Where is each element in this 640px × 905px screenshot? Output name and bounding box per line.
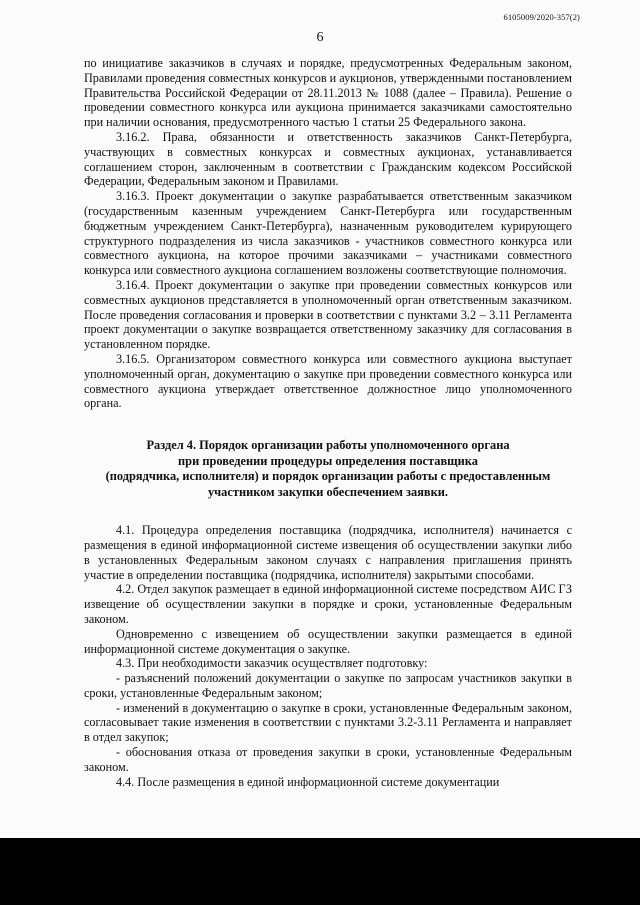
heading-line-3: (подрядчика, исполнителя) и порядок организации работы с предоставленным bbox=[105, 469, 551, 484]
document-body bbox=[84, 56, 572, 789]
heading-line-1: Раздел 4. Порядок организации работы уполномоченного органа bbox=[146, 438, 510, 453]
paragraph-4-4: 4.4. После размещения в единой информационной системе документации bbox=[116, 774, 500, 789]
paragraph-4-2-cont: Одновременно с извещением об осуществлении закупки размещается в единой информационной системе документация о закупке. bbox=[84, 626, 572, 656]
paragraph-3-16-2: 3.16.2. Права, обязанности и ответственность заказчиков Санкт-Петербурга, участвующих в совместных конкурсах и совместных аукционах, устанавливается соглашением сторон, заключенным в соответствии с Гражданским кодексом Российской Федерации, Федеральным законом и Правилами. bbox=[84, 129, 572, 189]
paragraph-continuation: по инициативе заказчиков в случаях и порядке, предусмотренных Федеральным законом, Правилами проведения совместных конкурсов и аукционов, утвержденными постановлением Правительства Российской Федерации от 28.11.2013 № 1088 (далее – Правила). Решение о проведении совместного конкурса или аукциона принимается заказчиками самостоятельно при наличии основания, предусмотренного частью 1 статьи 25 Федерального закона. bbox=[84, 56, 572, 130]
section-4-heading bbox=[84, 438, 572, 500]
paragraph-4-3: 4.3. При необходимости заказчик осуществляет подготовку: bbox=[116, 656, 428, 671]
list-item-refusal: - обоснования отказа от проведения закупки в сроки, установленные Федеральным законом. bbox=[84, 745, 572, 774]
paragraph-4-1: 4.1. Процедура определения поставщика (подрядчика, исполнителя) начинается с размещения в единой информационной системе извещения об осуществлении закупки либо в установленных Федеральным законом случаях с направления приглашения принять участие в определении поставщика (подрядчика, исполнителя) закрытыми способами. bbox=[84, 523, 572, 582]
paragraph-4-2: 4.2. Отдел закупок размещает в единой информационной системе посредством АИС ГЗ извещение об осуществлении закупки в порядке и сроки, установленные Федеральным законом. bbox=[84, 582, 572, 626]
document-reference-number: 6105009/2020-357(2) bbox=[503, 12, 580, 22]
paragraph-3-16-4: 3.16.4. Проект документации о закупке при проведении совместных конкурсов или совместных аукционов представляется в уполномоченный орган ответственным заказчиком. После проведения согласования и проверки в соответствии с пунктами 3.2 – 3.11 Регламента проект документации о закупке возвращается ответственному заказчику для согласования в установленном порядке. bbox=[84, 277, 572, 352]
list-item-amendments: - изменений в документацию о закупке в сроки, установленные Федеральным законом, согласовывает такие изменения в соответствии с пунктами 3.2-3.11 Регламента и направляет в отдел закупок; bbox=[84, 700, 572, 745]
heading-line-2: при проведении процедуры определения поставщика bbox=[178, 453, 478, 468]
list-item-clarifications: - разъяснений положений документации о закупке по запросам участников закупки в сроки, установленные Федеральным законом; bbox=[84, 671, 572, 700]
heading-line-4: участником закупки обеспечением заявки. bbox=[207, 484, 449, 499]
page-number: 6 bbox=[316, 30, 324, 45]
paragraph-3-16-5: 3.16.5. Организатором совместного конкурса или совместного аукциона выступает уполномоченный орган, документацию о закупке при проведении совместного конкурса или совместного аукциона утверждает ответственное должностное лицо уполномоченного органа. bbox=[84, 351, 572, 411]
paragraph-3-16-3: 3.16.3. Проект документации о закупке разрабатывается ответственным заказчиком (государственным казенным учреждением Санкт-Петербурга или государственным бюджетным учреждением Санкт-Петербурга), назначенным руководителем курирующего структурного подразделения из числа заказчиков - участников совместного конкурса или совместного аукциона, на которое прочими заказчиками – участниками совместного конкурса или совместного аукциона соглашением возложены соответствующие полномочия. bbox=[84, 189, 572, 278]
